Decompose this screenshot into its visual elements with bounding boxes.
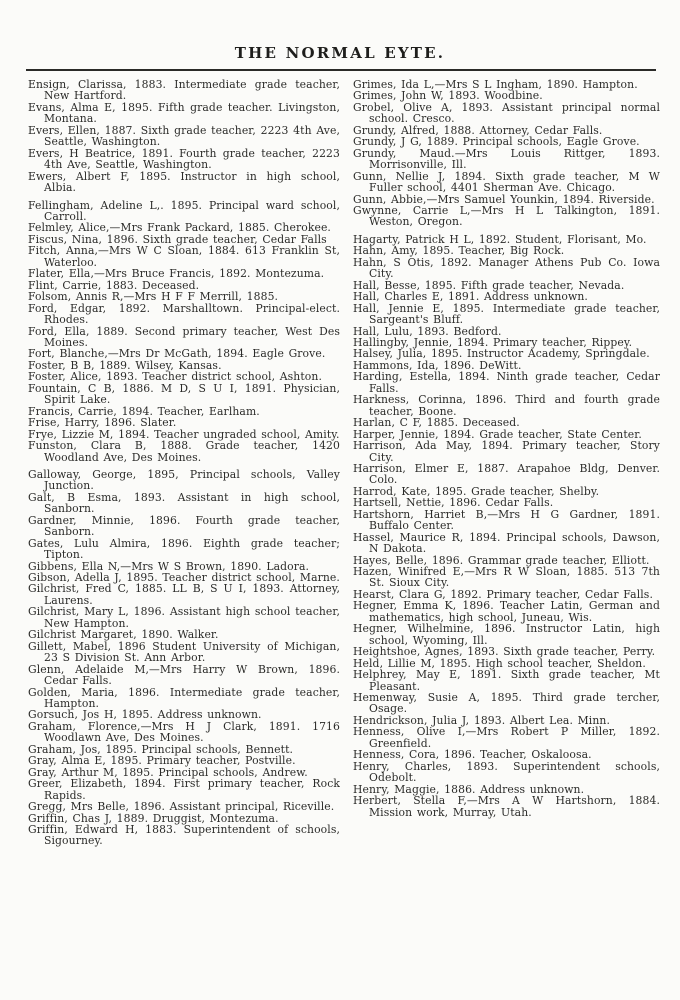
- directory-entry: Evers, Ellen, 1887. Sixth grade teacher, 2223 4th Ave, Seattle, Washington.: [28, 123, 340, 149]
- directory-entry: Hegner, Wilhelmine, 1896. Instructor Latin, high school, Wyoming, Ill.: [353, 622, 660, 647]
- directory-entry: Gray, Alma E, 1895. Primary teacher, Postville.: [28, 754, 296, 768]
- letter-group: [353, 79, 660, 228]
- directory-entry: Harrison, Elmer E, 1887. Arapahoe Bldg, Denver. Colo.: [353, 461, 660, 487]
- directory-entry: Hayes, Belle, 1896. Grammar grade teacher, Elliott.: [353, 553, 650, 567]
- directory-entry: Greer, Elizabeth, 1894. First primary teacher, Rock Rapids.: [28, 777, 340, 802]
- directory-entry: Halsey, Julia, 1895. Instructor Academy, Springdale.: [353, 347, 650, 361]
- directory-entry: Fellingham, Adeline L,. 1895. Principal ward school, Carroll.: [28, 198, 340, 223]
- directory-entry: Gray, Arthur M, 1895. Principal schools, Andrew.: [28, 765, 308, 779]
- letter-group: [28, 200, 340, 463]
- directory-entry: Hegner, Emma K, 1896. Teacher Latin, German and mathematics, high school, Juneau, Wis.: [353, 599, 660, 624]
- directory-entry: Hassel, Maurice R, 1894. Principal schools, Dawson, N Dakota.: [353, 530, 660, 556]
- directory-entry: Folsom, Annis R,—Mrs H F F Merrill, 1885.: [28, 290, 279, 304]
- directory-columns: [0, 71, 680, 847]
- directory-entry: Francis, Carrie, 1894. Teacher, Earlham.: [28, 404, 260, 418]
- directory-entry: Held, Lillie M, 1895. High school teacher, Sheldon.: [353, 656, 646, 670]
- directory-entry: Foster, Alice, 1893. Teacher district school, Ashton.: [28, 370, 322, 384]
- directory-entry: Henness, Olive I,—Mrs Robert P Miller, 1892. Greenfield.: [353, 725, 660, 750]
- directory-entry: Hallingby, Jennie, 1894. Primary teacher, Rippey.: [353, 335, 633, 349]
- directory-entry: Evans, Alma E, 1895. Fifth grade teacher. Livingston, Montana.: [28, 100, 340, 126]
- directory-entry: Hazen, Winifred E,—Mrs R W Sloan, 1885. 513 7th St. Sioux City.: [353, 565, 660, 590]
- directory-entry: Harding, Estella, 1894. Ninth grade teacher, Cedar Falls.: [353, 370, 660, 395]
- directory-entry: Gunn, Nellie J, 1894. Sixth grade teacher, M W Fuller school, 4401 Sherman Ave. Chicago.: [353, 169, 660, 195]
- directory-entry: Graham, Florence,—Mrs H J Clark, 1891. 1716 Woodlawn Ave, Des Moines.: [28, 719, 340, 745]
- letter-group: [28, 79, 340, 194]
- directory-entry: Ewers, Albert F, 1895. Instructor in high school, Albia.: [28, 169, 340, 195]
- directory-entry: Hall, Lulu, 1893. Bedford.: [353, 324, 502, 338]
- directory-entry: Gilchrist, Fred C, 1885. LL B, S U I, 1893. Attorney, Laurens.: [28, 582, 340, 607]
- directory-entry: Harlan, C F, 1885. Deceased.: [353, 416, 520, 430]
- directory-entry: Grimes, John W, 1893. Woodbine.: [353, 89, 543, 103]
- directory-entry: Ensign, Clarissa, 1883. Intermediate grade teacher, New Hartford.: [28, 78, 340, 103]
- directory-entry: Flint, Carrie, 1883. Deceased.: [28, 278, 200, 292]
- directory-entry: Felmley, Alice,—Mrs Frank Packard, 1885. Cherokee.: [28, 221, 331, 235]
- directory-entry: Heightshoe, Agnes, 1893. Sixth grade teacher, Perry.: [353, 645, 656, 659]
- directory-entry: Grobel, Olive A, 1893. Assistant principal normal school. Cresco.: [353, 100, 660, 126]
- letter-group: [353, 234, 660, 818]
- directory-entry: Henness, Cora, 1896. Teacher, Oskaloosa.: [353, 748, 592, 762]
- directory-entry: Herbert, Stella F,—Mrs A W Hartshorn, 1884. Mission work, Murray, Utah.: [353, 794, 660, 819]
- directory-entry: Harper, Jennie, 1894. Grade teacher, State Center.: [353, 427, 642, 441]
- directory-entry: Evers, H Beatrice, 1891. Fourth grade teacher, 2223 4th Ave, Seattle, Washington.: [28, 146, 340, 172]
- directory-entry: Gunn, Abbie,—Mrs Samuel Younkin, 1894. Riverside.: [353, 192, 655, 206]
- directory-entry: Grundy, J G, 1889. Principal schools, Eagle Grove.: [353, 135, 640, 149]
- directory-entry: Fiscus, Nina, 1896. Sixth grade teacher, Cedar Falls: [28, 232, 327, 246]
- directory-entry: Hahn, S Otis, 1892. Manager Athens Pub Co. Iowa City.: [353, 255, 660, 281]
- directory-entry: Fountain, C B, 1886. M D, S U I, 1891. Physician, Spirit Lake.: [28, 381, 340, 407]
- directory-entry: Gilchrist Margaret, 1890. Walker.: [28, 628, 219, 642]
- directory-entry: Galloway, George, 1895, Principal schools, Valley Junction.: [28, 467, 340, 493]
- page-title: THE NORMAL EYTE.: [234, 44, 446, 62]
- directory-entry: Gorsuch, Jos H, 1895. Address unknown.: [28, 708, 262, 722]
- directory-entry: Frye, Lizzie M, 1894. Teacher ungraded school, Amity.: [28, 427, 340, 441]
- directory-entry: Hall, Jennie E, 1895. Intermediate grade teacher, Sargeant's Bluff.: [353, 301, 660, 327]
- directory-entry: Hendrickson, Julia J, 1893. Albert Lea. Minn.: [353, 713, 610, 727]
- left-column: [28, 79, 340, 847]
- directory-entry: Gilchrist, Mary L, 1896. Assistant high school teacher, New Hampton.: [28, 605, 340, 630]
- directory-entry: Hahn, Amy, 1895. Teacher, Big Rock.: [353, 244, 565, 258]
- right-column: [353, 79, 660, 847]
- directory-entry: Gibbens, Ella N,—Mrs W S Brown, 1890. Ladora.: [28, 559, 310, 573]
- directory-entry: Henry, Maggie, 1886. Address unknown.: [353, 782, 585, 796]
- directory-entry: Grundy, Maud.—Mrs Louis Rittger, 1893. Morrisonville, Ill.: [353, 146, 660, 172]
- directory-entry: Fort, Blanche,—Mrs Dr McGath, 1894. Eagle Grove.: [28, 347, 326, 361]
- directory-entry: Funston, Clara B, 1888. Grade teacher, 1420 Woodland Ave, Des Moines.: [28, 439, 340, 464]
- directory-entry: Ford, Edgar, 1892. Marshalltown. Principal-elect. Rhodes.: [28, 301, 340, 327]
- directory-entry: Gibson, Adella J, 1895. Teacher district school, Marne.: [28, 571, 340, 585]
- directory-entry: Hartshorn, Harriet B,—Mrs H G Gardner, 1891. Buffalo Center.: [353, 507, 660, 533]
- directory-entry: Foster, B B, 1889. Wilsey, Kansas.: [28, 358, 222, 372]
- directory-entry: Galt, B Esma, 1893. Assistant in high school, Sanborn.: [28, 490, 340, 516]
- directory-entry: Hearst, Clara G, 1892. Primary teacher, Cedar Falls.: [353, 587, 653, 601]
- directory-entry: Grimes, Ida L,—Mrs S L Ingham, 1890. Hampton.: [353, 78, 638, 91]
- directory-entry: Henry, Charles, 1893. Superintendent schools, Odebolt.: [353, 759, 660, 785]
- directory-entry: Gates, Lulu Almira, 1896. Eighth grade teacher; Tipton.: [28, 536, 340, 562]
- directory-entry: Gwynne, Carrie L,—Mrs H L Talkington, 1891. Weston, Oregon.: [353, 203, 660, 229]
- directory-entry: Harkness, Corinna, 1896. Third and fourth grade teacher, Boone.: [353, 393, 660, 418]
- letter-group: [28, 469, 340, 847]
- directory-entry: Hall, Charles E, 1891. Address unknown.: [353, 290, 588, 304]
- directory-entry: Harrod, Kate, 1895. Grade teacher, Shelby.: [353, 484, 600, 498]
- directory-entry: Ford, Ella, 1889. Second primary teacher, West Des Moines.: [28, 324, 340, 349]
- directory-entry: Glenn, Adelaide M,—Mrs Harry W Brown, 1896. Cedar Falls.: [28, 662, 340, 688]
- directory-entry: Fitch, Anna,—Mrs W C Sloan, 1884. 613 Franklin St, Waterloo.: [28, 244, 340, 269]
- directory-entry: Harrison, Ada May, 1894. Primary teacher, Story City.: [353, 439, 660, 464]
- directory-entry: Graham, Jos, 1895. Principal schools, Bennett.: [28, 742, 294, 756]
- directory-entry: Gillett, Mabel, 1896 Student University of Michigan, 23 S Division St. Ann Arbor.: [28, 639, 340, 665]
- directory-entry: Griffin, Chas J, 1889. Druggist, Montezuma.: [28, 811, 279, 825]
- page-header: [0, 0, 680, 71]
- directory-entry: Gregg, Mrs Belle, 1896. Assistant principal, Riceville.: [28, 800, 335, 814]
- directory-entry: Hagarty, Patrick H L, 1892. Student, Florisant, Mo.: [353, 232, 647, 246]
- directory-entry: Hammons, Ida, 1896. DeWitt.: [353, 358, 522, 372]
- directory-entry: Griffin, Edward H, 1883. Superintendent of schools, Sigourney.: [28, 823, 340, 848]
- directory-entry: Hemenway, Susie A, 1895. Third grade tercher, Osage.: [353, 691, 660, 716]
- directory-entry: Frise, Harry, 1896. Slater.: [28, 416, 177, 430]
- directory-entry: Flater, Ella,—Mrs Bruce Francis, 1892. Montezuma.: [28, 267, 325, 281]
- directory-entry: Helphrey, May E, 1891. Sixth grade teacher, Mt Pleasant.: [353, 668, 660, 693]
- directory-entry: Hartsell, Nettie, 1896. Cedar Falls.: [353, 496, 554, 510]
- directory-entry: Grundy, Alfred, 1888. Attorney, Cedar Falls.: [353, 123, 603, 137]
- directory-entry: Hall, Besse, 1895. Fifth grade teacher, Nevada.: [353, 278, 625, 292]
- directory-entry: Gardner, Minnie, 1896. Fourth grade teacher, Sanborn.: [28, 513, 340, 539]
- directory-entry: Golden, Maria, 1896. Intermediate grade teacher, Hampton.: [28, 685, 340, 711]
